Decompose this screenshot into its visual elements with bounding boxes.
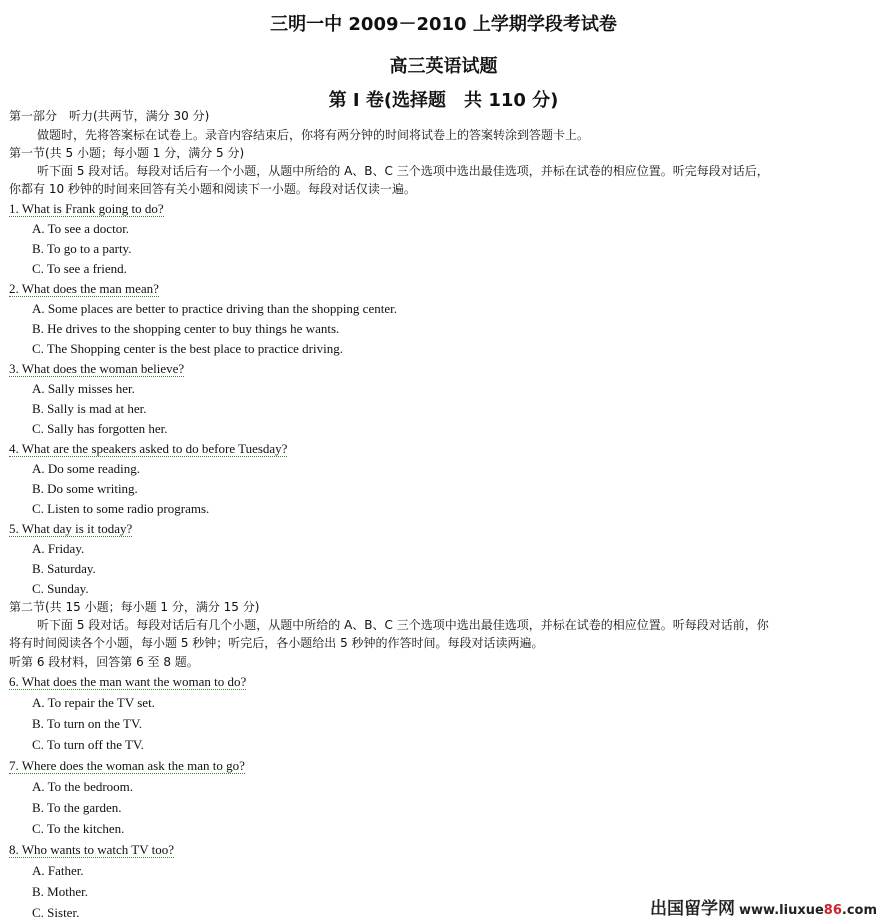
question-3-option-b: B. Sally is mad at her. <box>32 401 147 416</box>
question-6-option-c: C. To turn off the TV. <box>32 737 144 752</box>
site-watermark <box>650 894 877 919</box>
section1-instruction-line2: 你都有 10 秒钟的时间来回答有关小题和阅读下一小题。每段对话仅读一遍。 <box>9 182 416 196</box>
section1-heading: 第一节(共 5 小题；每小题 1 分，满分 5 分) <box>9 146 245 160</box>
subject-title: 高三英语试题 <box>389 56 498 77</box>
watermark-site-name: 出国留学网 <box>650 899 736 919</box>
section2-instruction-line2: 将有时间阅读各个小题，每小题 5 秒钟；听完后，各小题给出 5 秒钟的作答时间。每段对话读两遍。 <box>9 636 544 650</box>
section2-instruction-line1: 听下面 5 段对话。每段对话后有几个小题，从题中所给的 A、B、C 三个选项中选出最佳选项，并标在试卷的相应位置。听每段对话前，你 <box>37 618 769 632</box>
question-3-option-a: A. Sally misses her. <box>32 381 135 396</box>
question-2-option-c: C. The Shopping center is the best place to practice driving. <box>32 341 343 356</box>
question-1-option-a: A. To see a doctor. <box>32 221 130 236</box>
school-title: 三明一中 2009－2010 上学期学段考试卷 <box>270 14 617 35</box>
question-6-option-b: B. To turn on the TV. <box>32 716 142 731</box>
question-5-option-c: C. Sunday. <box>32 581 89 596</box>
question-4-option-a: A. Do some reading. <box>32 461 140 476</box>
segment-6-instruction: 听第 6 段材料，回答第 6 至 8 题。 <box>9 655 199 669</box>
question-5-option-a: A. Friday. <box>32 541 85 556</box>
question-4: 4. What are the speakers asked to do before Tuesday? <box>9 441 288 456</box>
question-2-option-a: A. Some places are better to practice driving than the shopping center. <box>32 301 397 316</box>
section1-instruction-line1: 听下面 5 段对话。每段对话后有一个小题，从题中所给的 A、B、C 三个选项中选出最佳选项，并标在试卷的相应位置。听完每段对话后， <box>37 164 769 178</box>
question-1-option-c: C. To see a friend. <box>32 261 127 276</box>
volume-title: 第 I 卷(选择题 共 110 分) <box>328 90 559 111</box>
question-1: 1. What is Frank going to do? <box>9 201 164 216</box>
question-5-option-b: B. Saturday. <box>32 561 96 576</box>
question-4-option-c: C. Listen to some radio programs. <box>32 501 210 516</box>
question-8: 8. Who wants to watch TV too? <box>9 842 175 857</box>
question-2-option-b: B. He drives to the shopping center to buy things he wants. <box>32 321 340 336</box>
question-7-option-a: A. To the bedroom. <box>32 779 134 794</box>
part1-heading: 第一部分 听力(共两节，满分 30 分) <box>9 109 210 123</box>
part1-instruction: 做题时，先将答案标在试卷上。录音内容结束后，你将有两分钟的时间将试卷上的答案转涂到答题卡上。 <box>37 128 590 142</box>
question-6: 6. What does the man want the woman to do? <box>9 674 247 689</box>
question-8-option-c: C. Sister. <box>32 905 80 920</box>
question-6-option-a: A. To repair the TV set. <box>32 695 155 710</box>
question-7-option-c: C. To the kitchen. <box>32 821 125 836</box>
question-3-option-c: C. Sally has forgotten her. <box>32 421 168 436</box>
question-7-option-b: B. To the garden. <box>32 800 122 815</box>
question-8-option-b: B. Mother. <box>32 884 88 899</box>
question-3: 3. What does the woman believe? <box>9 361 185 376</box>
question-2: 2. What does the man mean? <box>9 281 159 296</box>
question-7: 7. Where does the woman ask the man to go? <box>9 758 245 773</box>
question-5: 5. What day is it today? <box>9 521 133 536</box>
question-1-option-b: B. To go to a party. <box>32 241 132 256</box>
question-8-option-a: A. Father. <box>32 863 84 878</box>
watermark-url: www.liuxue86.com <box>739 903 877 918</box>
section2-heading: 第二节(共 15 小题；每小题 1 分，满分 15 分) <box>9 600 260 614</box>
question-4-option-b: B. Do some writing. <box>32 481 138 496</box>
